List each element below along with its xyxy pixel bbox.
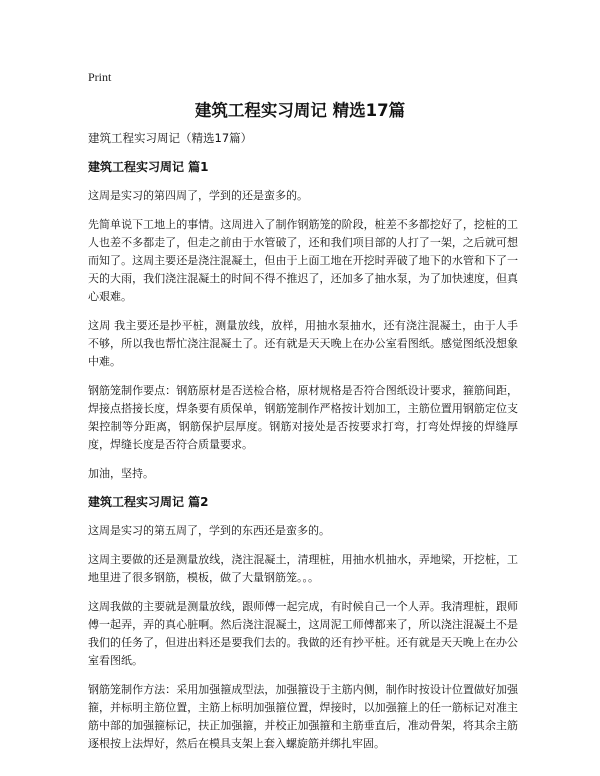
paragraph: 这周主要做的还是测量放线，浇注混凝土，清理桩，用抽水机抽水，弄地梁，开挖桩，工地里进了很多钢筋，模板，做了大量钢筋笼。。。 [88, 553, 518, 584]
paragraph: 先简单说下工地上的事情。这周进入了制作钢筋笼的阶段，桩差不多都挖好了，挖桩的工人也差不多都走了，但走之前由于水管破了，还和我们项目部的人打了一架，之后就可想而知了。这周主要还是浇注混凝土，但由于上面工地在开挖时弄破了地下的水管和下了一天的大雨，我们浇注混凝土的时间不得不推迟了，还加多了抽水泵，为了加快速度，但真心艰难。 [88, 218, 518, 303]
section-1 [88, 159, 518, 483]
print-link[interactable]: Print [88, 70, 112, 84]
paragraph: 这周是实习的第四周了，学到的还是蛮多的。 [88, 189, 308, 202]
paragraph: 加油，坚持。 [88, 467, 154, 480]
section-heading: 建筑工程实习周记 篇2 [88, 495, 209, 509]
page-title: 建筑工程实习周记 精选17篇 [194, 101, 406, 120]
paragraph: 钢筋笼制作方法：采用加强箍成型法，加强箍设于主筋内侧，制作时按设计位置做好加强箍，并标明主筋位置，主筋上标明加强箍位置，焊接时，以加强箍上的任一筋标记对准主筋中部的加强箍标记，扶正加强箍，并校正加强箍和主筋垂直后，准动骨架，将其余主筋逐根按上法焊好，然后在模具支架上套入螺旋筋并绑扎牢固。 [88, 683, 518, 750]
paragraph: 这周 我主要还是抄平桩，测量放线，放样，用抽水泵抽水，还有浇注混凝土，由于人手不够，所以我也帮忙浇注混凝土了。还有就是天天晚上在办公室看图纸。感觉图纸没想象中难。 [88, 319, 518, 368]
paragraph: 这周是实习的第五周了，学到的东西还是蛮多的。 [88, 524, 330, 537]
paragraph: 这周我做的主要就是测量放线，跟师傅一起完成，有时候自己一个人弄。我清理桩，跟师傅一起弄，弄的真心脏啊。然后浇注混凝土，这周泥工师傅都来了，所以浇注混凝土不是我们的任务了，但进出料还是要我们去的。我做的还有抄平桩。还有就是天天晚上在办公室看图纸。 [88, 600, 518, 667]
section-heading: 建筑工程实习周记 篇1 [88, 160, 209, 174]
document-subtitle: 建筑工程实习周记（精选17篇） [88, 131, 253, 145]
paragraph: 钢筋笼制作要点：钢筋原材是否送检合格，原材规格是否符合图纸设计要求，箍筋间距，焊接点搭接长度，焊条要有质保单，钢筋笼制作严格按计划加工，主筋位置用钢筋定位支架控制等分距离，钢筋保护层厚度。钢筋对接处是否按要求打弯，打弯处焊接的焊缝厚度，焊缝长度是否符合质量要求。 [88, 384, 518, 451]
document-body [88, 130, 518, 764]
section-2 [88, 494, 518, 753]
